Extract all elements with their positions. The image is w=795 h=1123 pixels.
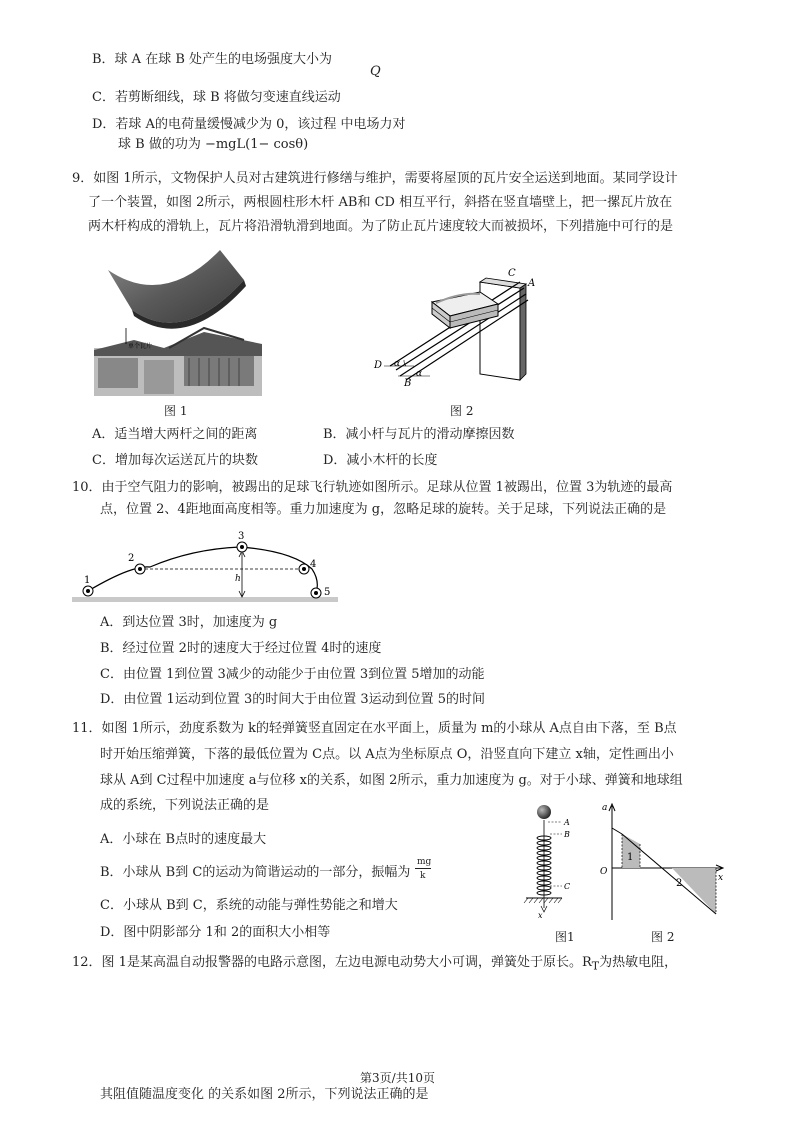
q11-ax-graph [598,800,728,926]
q12-stem-line2: 其阻值随温度变化 的关系如图 2所示，下列说法正确的是 [100,1087,429,1102]
page-footer: 第3页/共10页 [360,1071,435,1085]
q10-stem-line1: 10．由于空气阻力的影响，被踢出的足球飞行轨迹如图所示。足球从位置 1被踢出，位置 3为轨迹的最高 [72,480,673,495]
q9-fig2-alpha1: α [394,359,401,369]
q9-fig2-alpha2: α [416,369,423,379]
q11-stem-line1: 11．如图 1所示，劲度系数为 k的轻弹簧竖直固定在水平面上，质量为 m的小球从 A点自由下落，至 B点 [72,721,677,736]
q11-option-b-frac-num: mg [417,857,432,867]
q11-fig2-region-1: 1 [627,852,634,863]
q8-option-b-charge: Q [370,64,381,79]
q11-fig2-axis-x: x [718,873,724,883]
q10-option-d: D．由位置 1运动到位置 3的时间大于由位置 3运动到位置 5的时间 [100,692,486,707]
q11-fig1-label-b: B [564,830,570,839]
q9-stem-line2: 了一个装置，如图 2所示，两根圆柱形木杆 AB和 CD 相互平行，斜搭在竖直墙壁上，把一摞瓦片放在 [88,195,673,210]
q8-option-b: B．球 A 在球 B 处产生的电场强度大小为 [92,52,333,67]
q9-figure-2-label: 图 2 [450,404,474,418]
q10-position-5: 5 [324,587,331,598]
q11-stem-line3: 球从 A到 C过程中加速度 a与位移 x的关系，如图 2所示，重力加速度为 g。对于小球、弹簧和地球组 [100,773,683,788]
q10-position-2: 2 [128,553,135,564]
q11-spring-figure [518,800,578,922]
q10-position-1: 1 [84,575,91,586]
q9-option-d: D．减小木杆的长度 [323,453,438,468]
q8-option-d-line1: D．若球 A的电荷量缓慢减少为 0，该过程 中电场力对 [92,117,406,132]
q11-fig2-origin: O [600,867,608,877]
q9-figure-2 [370,262,540,392]
q11-option-c: C．小球从 B到 C，系统的动能与弹性势能之和增大 [100,898,398,913]
q11-fig2-region-2: 2 [676,878,683,889]
q11-figure-2-label: 图 2 [651,930,675,944]
q11-fig1-label-c: C [564,882,571,891]
q9-fig2-label-b: B [404,378,412,389]
q11-figure-1-label: 图1 [555,930,575,944]
q11-option-b-frac-bar [415,868,431,869]
q11-fig1-label-a: A [564,818,570,827]
q11-option-b-frac-den: k [420,871,426,881]
q10-option-a: A．到达位置 3时，加速度为 g [100,615,278,630]
q8-option-d-line2: 球 B 做的功为 −mgL(1− cosθ) [118,137,309,152]
q9-figure-1 [94,248,264,396]
q10-position-4: 4 [310,559,317,570]
q12-stem-text-b: 为热敏电阻， [599,955,678,970]
q9-option-a: A．适当增大两杆之间的距离 [92,427,258,442]
q10-trajectory-figure [72,533,342,605]
q9-fig2-label-d: D [374,360,383,371]
q11-fig1-label-x: x [538,911,543,920]
q9-option-b: B．减小杆与瓦片的滑动摩擦因数 [323,427,515,442]
q10-height-label: h [235,574,241,584]
q9-figure-1-label: 图 1 [164,404,188,418]
q11-option-d: D．图中阴影部分 1和 2的面积大小相等 [100,925,331,940]
q11-option-a: A．小球在 B点时的速度最大 [100,832,267,847]
q9-option-c: C．增加每次运送瓦片的块数 [92,453,258,468]
q10-option-b: B．经过位置 2时的速度大于经过位置 4时的速度 [100,641,382,656]
q8-option-c: C．若剪断细线，球 B 将做匀变速直线运动 [92,90,341,105]
q11-stem-line2: 时开始压缩弹簧，下落的最低位置为 C点。以 A点为坐标原点 O，沿竖直向下建立 x轴，定性画出小 [100,747,674,762]
q12-stem-line1 [72,955,677,975]
q10-option-c: C．由位置 1到位置 3减少的动能少于由位置 3到位置 5增加的动能 [100,667,485,682]
q9-fig2-label-a: A [528,278,536,289]
q10-stem-line2: 点，位置 2、4距地面高度相等。重力加速度为 g，忽略足球的旋转。关于足球，下列说法正确的是 [100,502,667,517]
q9-fig2-label-c: C [508,268,516,279]
q9-fig1-tile-label: 单个瓦片 [128,343,153,350]
q12-stem-subscript: T [591,959,600,973]
q10-position-3: 3 [238,531,245,542]
q9-stem-line1: 9．如图 1所示，文物保护人员对古建筑进行修缮与维护，需要将屋顶的瓦片安全运送到地面。某同学设计 [72,171,678,186]
q11-fig2-axis-a: a [602,803,608,813]
q9-stem-line3: 两木杆构成的滑轨上，瓦片将沿滑轨滑到地面。为了防止瓦片速度较大而被损坏，下列措施中可行的是 [88,219,674,234]
q12-stem-text-a: 12．图 1是某高温自动报警器的电路示意图，左边电源电动势大小可调，弹簧处于原长。R [72,955,592,970]
q11-option-b: B．小球从 B到 C的运动为简谐运动的一部分，振幅为 [100,865,411,880]
q11-stem-line4: 成的系统，下列说法正确的是 [100,798,270,813]
